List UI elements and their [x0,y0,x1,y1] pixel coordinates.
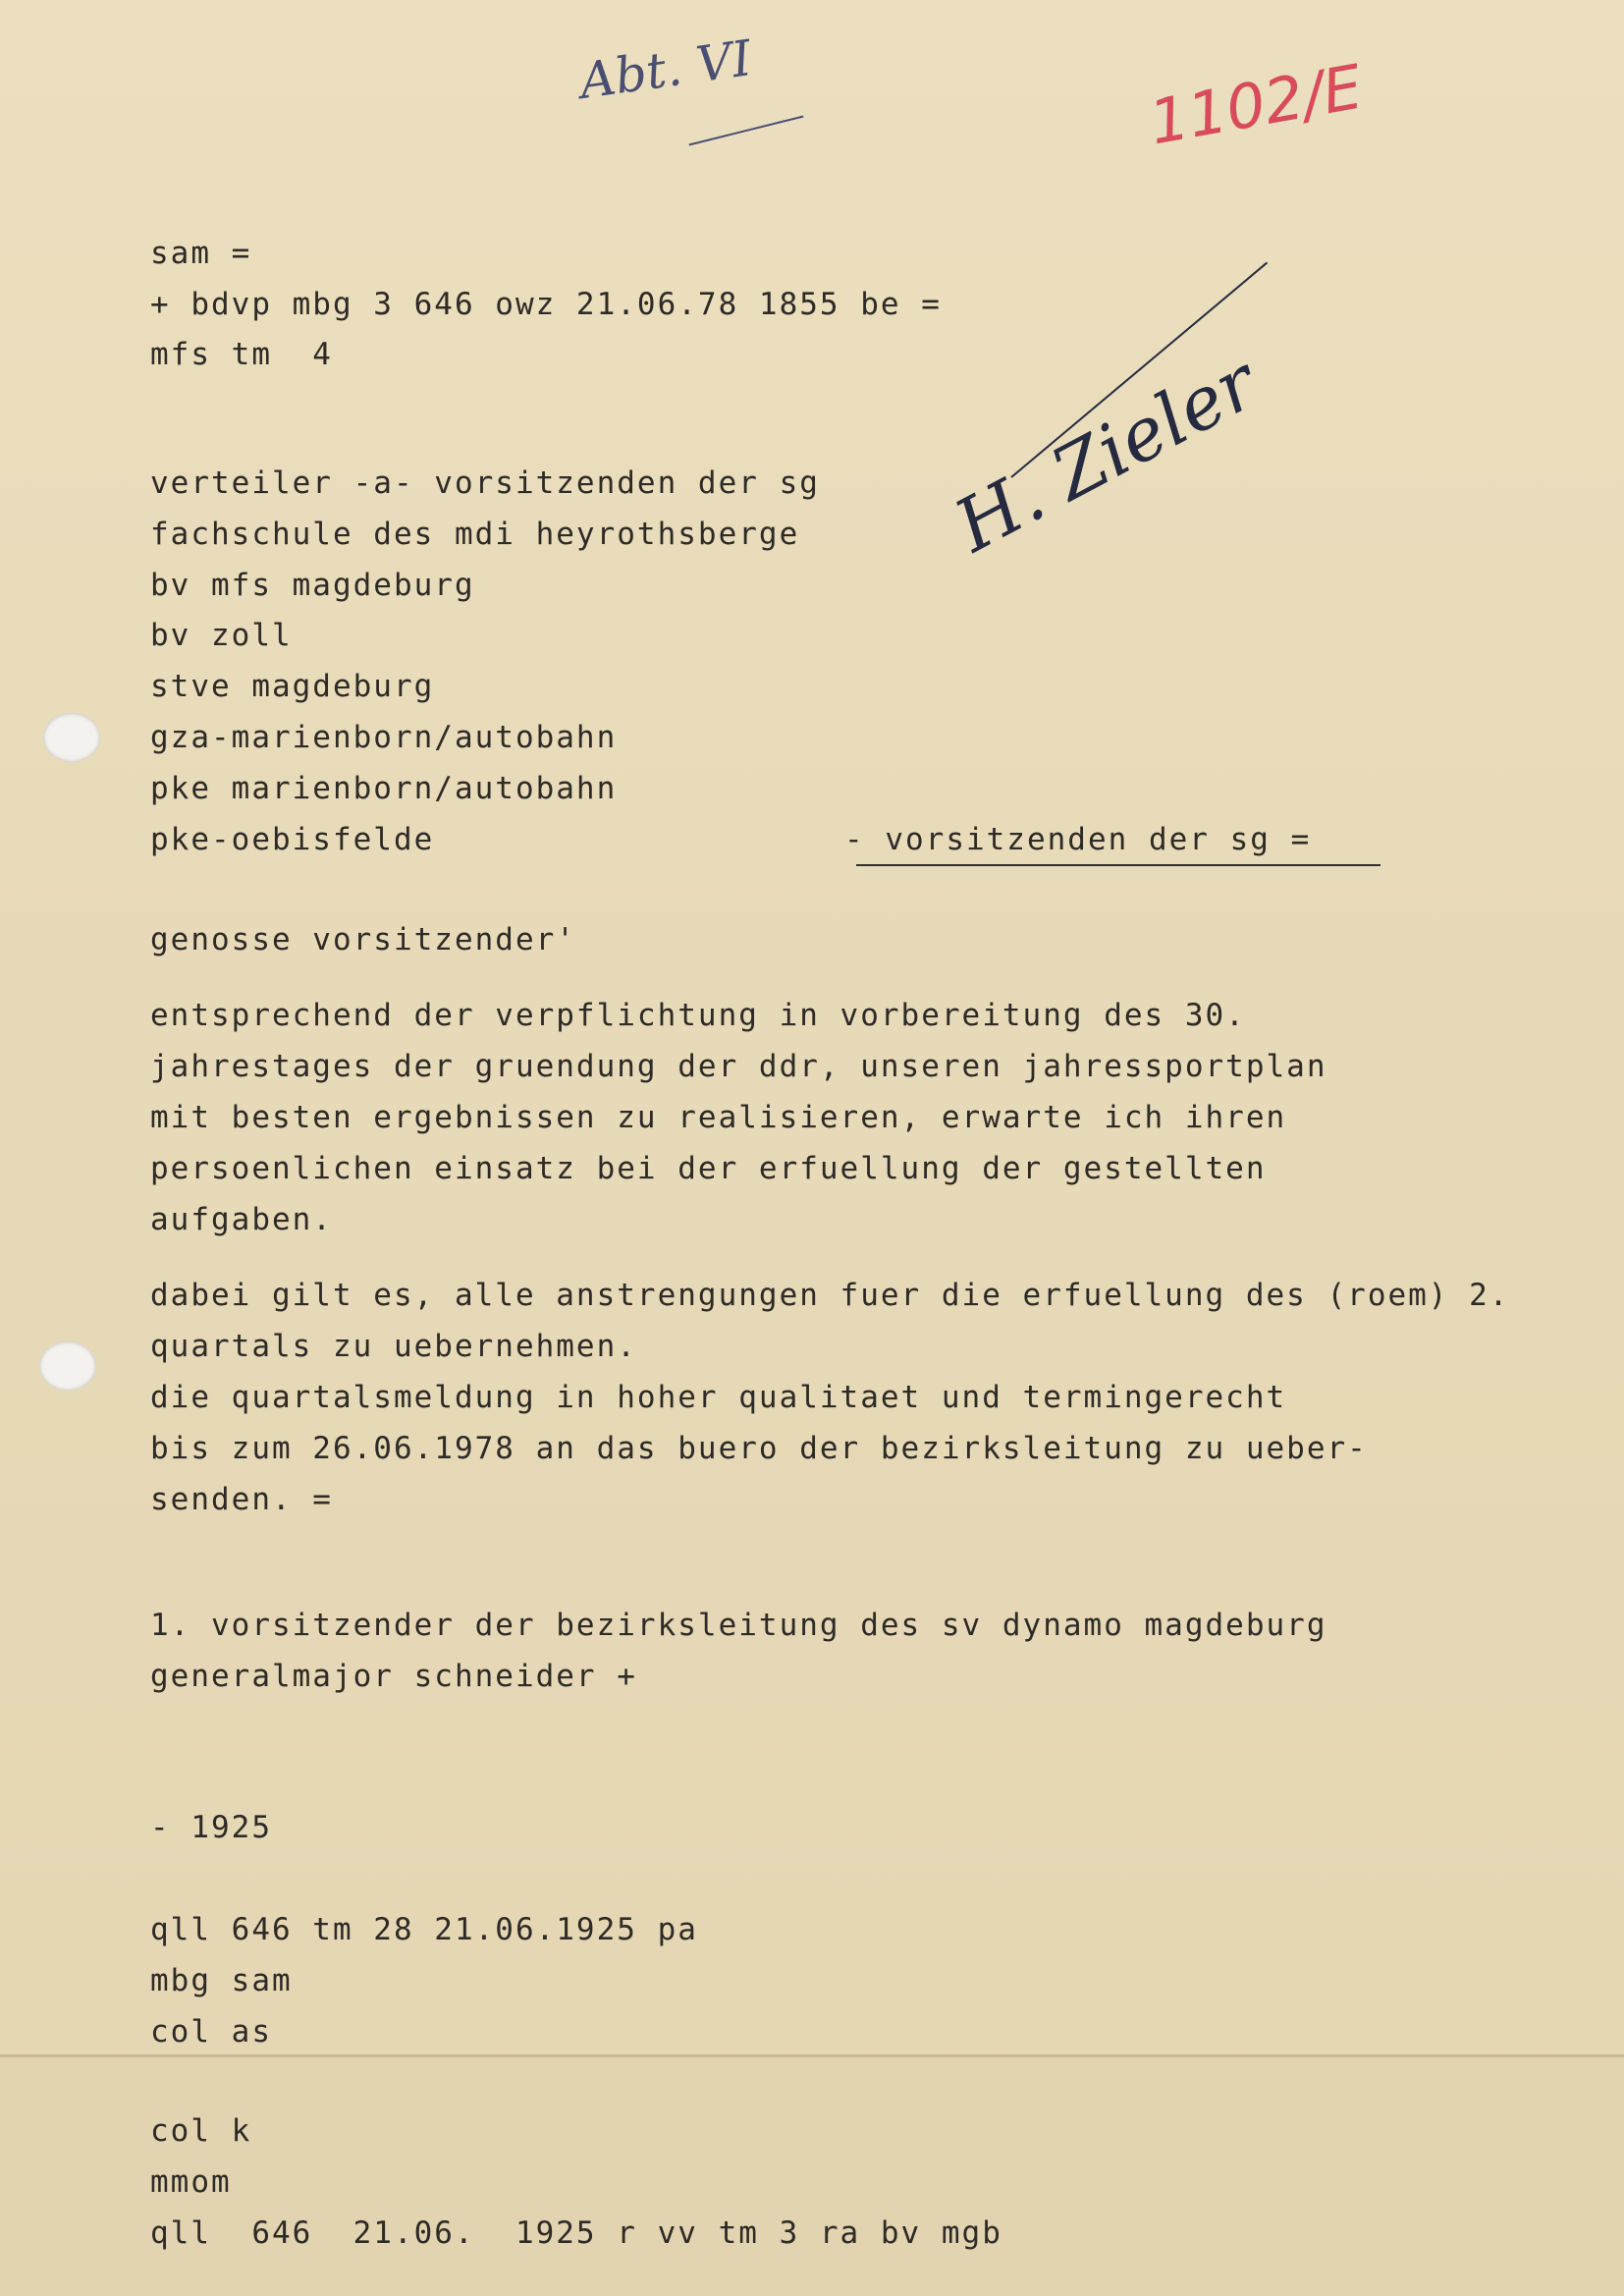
closing-line: generalmajor schneider + [150,1659,637,1694]
paragraph-line: senden. = [150,1482,333,1517]
distribution-line: pke marienborn/autobahn [150,771,618,806]
pencil-underline [689,116,804,146]
paragraph-line: mit besten ergebnissen zu realisieren, erwarte ich ihren [150,1100,1287,1135]
distribution-line: stve magdeburg [150,669,435,704]
closing-line: 1. vorsitzender der bezirksleitung des sv dynamo magdeburg [150,1608,1327,1643]
paragraph-line: die quartalsmeldung in hoher qualitaet und termingerecht [150,1380,1287,1415]
distribution-line: fachschule des mdi heyrothsberge [150,517,800,552]
paragraph-line: dabei gilt es, alle anstrengungen fuer die erfuellung des (roem) 2. [150,1278,1510,1313]
handwritten-signature: H. Zieler [942,340,1271,570]
paragraph-line: aufgaben. [150,1202,333,1237]
header-line-1: sam = [150,236,252,271]
paragraph-line: quartals zu uebernehmen. [150,1329,637,1364]
lower-strip [0,2057,1624,2296]
punch-hole-top [43,713,100,762]
footer-line: col k [150,2113,252,2149]
distribution-line: gza-marienborn/autobahn [150,720,618,755]
footer-line: qll 646 21.06. 1925 r vv tm 3 ra bv mgb [150,2215,1002,2251]
header-line-3: mfs tm 4 [150,337,333,372]
footer-line: mbg sam [150,1963,293,1998]
paragraph-line: entsprechend der verpflichtung in vorbereitung des 30. [150,998,1246,1033]
recipient-note: - vorsitzenden der sg = [844,822,1312,857]
red-file-number: 1102/E [1144,50,1368,159]
distribution-line: pke-oebisfelde [150,822,435,857]
header-line-2: + bdvp mbg 3 646 owz 21.06.78 1855 be = [150,287,942,322]
paragraph-line: bis zum 26.06.1978 an das buero der bezirksleitung zu ueber- [150,1431,1368,1466]
distribution-line: bv mfs magdeburg [150,568,475,603]
recipient-underline [856,864,1380,866]
pencil-annotation: Abt. VI [575,29,756,110]
paragraph-line: jahrestages der gruendung der ddr, unseren jahressportplan [150,1049,1327,1084]
punch-hole-bottom [39,1341,96,1391]
paragraph-line: persoenlichen einsatz bei der erfuellung der gestellten [150,1151,1267,1186]
salutation: genosse vorsitzender' [150,922,576,957]
time-mark: - 1925 [150,1810,272,1845]
footer-line: mmom [150,2164,232,2200]
footer-line: col as [150,2014,272,2050]
distribution-line: verteiler -a- vorsitzenden der sg [150,465,820,501]
distribution-line: bv zoll [150,618,293,653]
footer-line: qll 646 tm 28 21.06.1925 pa [150,1912,698,1947]
